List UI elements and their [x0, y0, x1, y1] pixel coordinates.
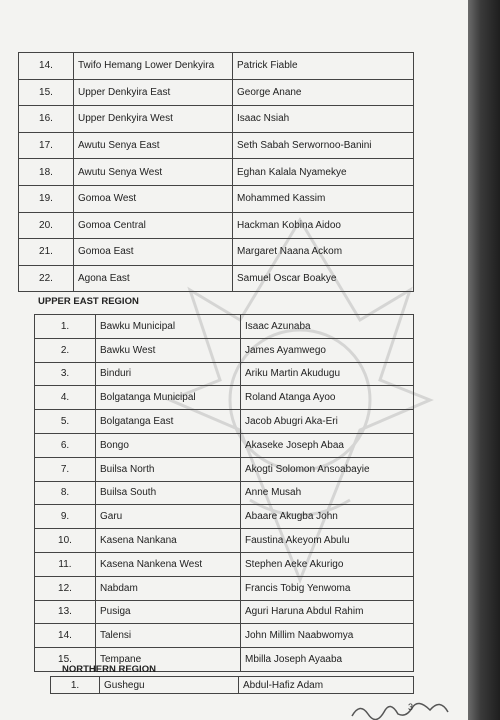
row-number: 15. [19, 79, 74, 106]
table-row [35, 529, 414, 553]
row-number: 22. [19, 265, 74, 292]
district-name: Upper Denkyira West [74, 106, 233, 133]
dce-name: Francis Tobig Yenwoma [241, 576, 414, 600]
signature [350, 694, 460, 720]
district-name: Gomoa West [74, 185, 233, 212]
row-number: 8. [35, 481, 96, 505]
table-row [19, 239, 414, 266]
district-name: Talensi [96, 624, 241, 648]
table-row [19, 212, 414, 239]
district-name: Builsa South [96, 481, 241, 505]
row-number: 6. [35, 433, 96, 457]
table-row [35, 552, 414, 576]
upper-east-table [34, 314, 414, 672]
table-row [19, 106, 414, 133]
row-number: 13. [35, 600, 96, 624]
dce-name: Hackman Kobina Aidoo [233, 212, 414, 239]
dce-name: Isaac Nsiah [233, 106, 414, 133]
row-number: 7. [35, 457, 96, 481]
row-number: 19. [19, 185, 74, 212]
table-row [51, 677, 414, 694]
district-name: Awutu Senya East [74, 132, 233, 159]
dce-name: George Anane [233, 79, 414, 106]
dce-name: Akogti Solomon Ansoabayie [241, 457, 414, 481]
northern-table [50, 676, 414, 694]
row-number: 18. [19, 159, 74, 186]
dce-name: Isaac Azunaba [241, 315, 414, 339]
row-number: 12. [35, 576, 96, 600]
table-row [19, 53, 414, 80]
table-row [35, 362, 414, 386]
dce-name: Patrick Fiable [233, 53, 414, 80]
table-row [35, 410, 414, 434]
district-name: Binduri [96, 362, 241, 386]
dce-name: Margaret Naana Ackom [233, 239, 414, 266]
scan-border [468, 0, 500, 720]
row-number: 9. [35, 505, 96, 529]
dce-name: Jacob Abugri Aka-Eri [241, 410, 414, 434]
district-name: Kasena Nankena West [96, 552, 241, 576]
row-number: 21. [19, 239, 74, 266]
row-number: 14. [19, 53, 74, 80]
table-row [35, 505, 414, 529]
districts-table-continued [18, 52, 414, 292]
table-row [19, 159, 414, 186]
row-number: 16. [19, 106, 74, 133]
table-row [19, 79, 414, 106]
dce-name: Abdul-Hafiz Adam [239, 677, 414, 694]
district-name: Agona East [74, 265, 233, 292]
dce-name: Faustina Akeyom Abulu [241, 529, 414, 553]
northern-region-heading: NORTHERN REGION [62, 664, 156, 675]
dce-name: Akaseke Joseph Abaa [241, 433, 414, 457]
district-name: Awutu Senya West [74, 159, 233, 186]
district-name: Nabdam [96, 576, 241, 600]
dce-name: Aguri Haruna Abdul Rahim [241, 600, 414, 624]
district-name: Twifo Hemang Lower Denkyira [74, 53, 233, 80]
table-row [35, 481, 414, 505]
row-number: 4. [35, 386, 96, 410]
dce-name: Mohammed Kassim [233, 185, 414, 212]
table-row [35, 600, 414, 624]
district-name: Bolgatanga East [96, 410, 241, 434]
district-name: Upper Denkyira East [74, 79, 233, 106]
row-number: 20. [19, 212, 74, 239]
district-name: Gomoa East [74, 239, 233, 266]
dce-name: Seth Sabah Serwornoo-Banini [233, 132, 414, 159]
district-name: Pusiga [96, 600, 241, 624]
table-row [35, 338, 414, 362]
dce-name: Roland Atanga Ayoo [241, 386, 414, 410]
table-row [35, 433, 414, 457]
dce-name: Samuel Oscar Boakye [233, 265, 414, 292]
district-name: Bawku West [96, 338, 241, 362]
row-number: 1. [51, 677, 100, 694]
district-name: Bongo [96, 433, 241, 457]
row-number: 2. [35, 338, 96, 362]
district-name: Tempane [96, 648, 241, 672]
upper-east-region-heading: UPPER EAST REGION [38, 296, 139, 307]
row-number: 14. [35, 624, 96, 648]
table-row [19, 265, 414, 292]
table-row [35, 386, 414, 410]
row-number: 1. [35, 315, 96, 339]
district-name: Kasena Nankana [96, 529, 241, 553]
district-name: Builsa North [96, 457, 241, 481]
dce-name: Stephen Aeke Akurigo [241, 552, 414, 576]
dce-name: James Ayamwego [241, 338, 414, 362]
row-number: 10. [35, 529, 96, 553]
row-number: 17. [19, 132, 74, 159]
table-row [19, 132, 414, 159]
dce-name: Anne Musah [241, 481, 414, 505]
row-number: 3. [35, 362, 96, 386]
table-row [35, 576, 414, 600]
row-number: 5. [35, 410, 96, 434]
district-name: Garu [96, 505, 241, 529]
district-name: Bolgatanga Municipal [96, 386, 241, 410]
row-number: 15. [35, 648, 96, 672]
table-row [19, 185, 414, 212]
row-number: 11. [35, 552, 96, 576]
table-row [35, 457, 414, 481]
dce-name: John Millim Naabwomya [241, 624, 414, 648]
dce-name: Abaare Akugba John [241, 505, 414, 529]
district-name: Gushegu [100, 677, 239, 694]
district-name: Gomoa Central [74, 212, 233, 239]
page-number: 3 [408, 702, 414, 712]
dce-name: Eghan Kalala Nyamekye [233, 159, 414, 186]
dce-name: Ariku Martin Akudugu [241, 362, 414, 386]
table-row [35, 315, 414, 339]
dce-name: Mbilla Joseph Ayaaba [241, 648, 414, 672]
table-row [35, 624, 414, 648]
district-name: Bawku Municipal [96, 315, 241, 339]
